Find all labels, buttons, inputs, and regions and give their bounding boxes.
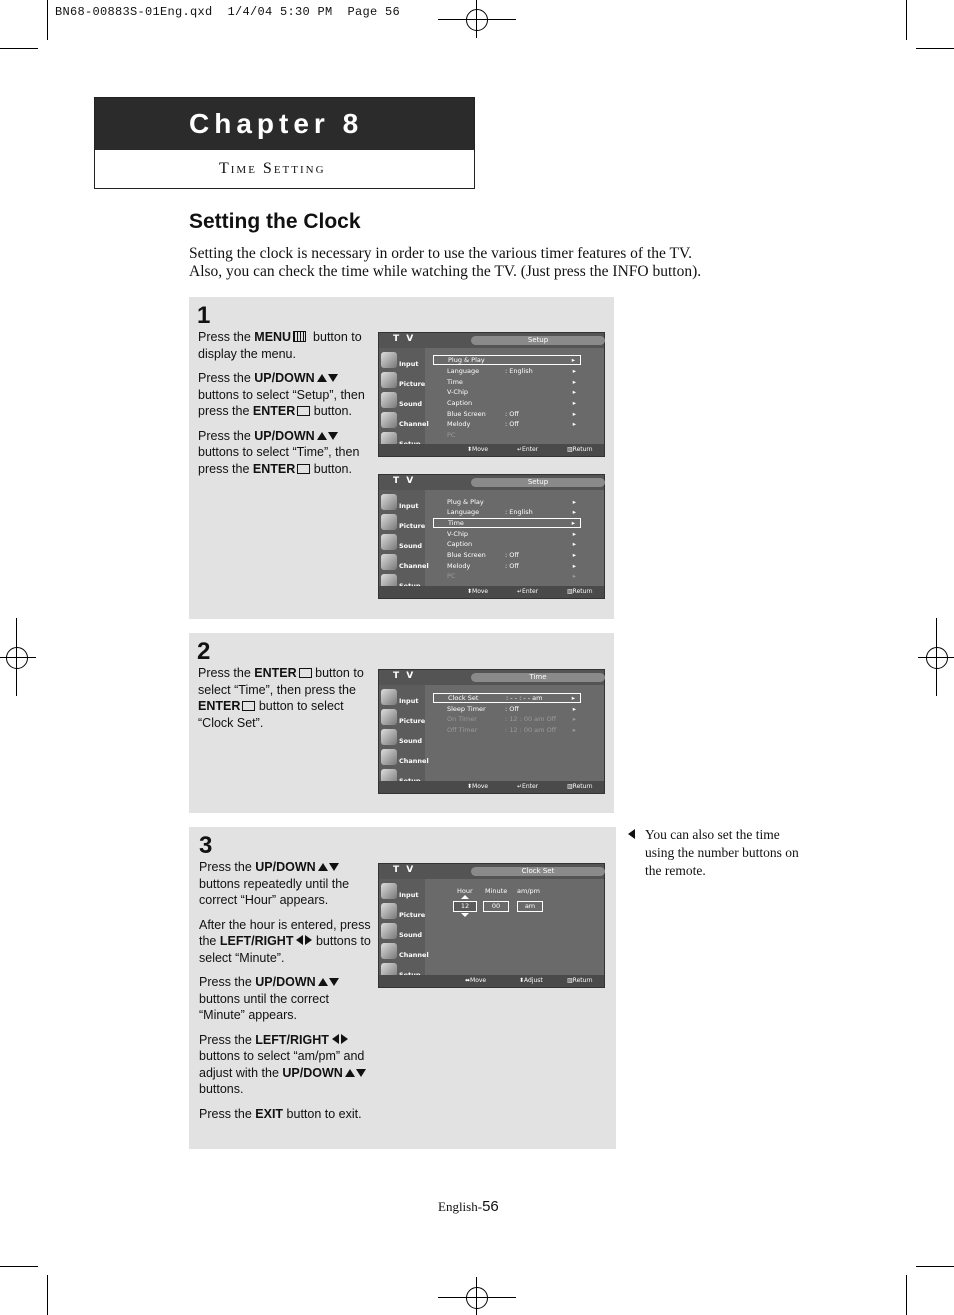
crop-mark	[906, 0, 907, 40]
osd-footer: ⬌ Move ⬍ Adjust ▥ Return	[379, 975, 604, 987]
registration-mark	[926, 647, 948, 669]
osd-tv-label: T V	[393, 476, 416, 486]
clock-header-hour: Hour	[457, 887, 473, 895]
registration-line	[16, 618, 17, 696]
input-icon	[381, 352, 397, 368]
osd-row: Clock Set : - - : - - am ▸	[433, 693, 581, 703]
channel-icon	[381, 412, 397, 428]
osd-row: Time ▸	[433, 518, 581, 528]
osd-tv-label: T V	[393, 865, 416, 875]
osd-title: Time	[471, 673, 605, 682]
sound-icon	[381, 392, 397, 408]
down-arrow-icon	[356, 1069, 366, 1077]
registration-line	[438, 1297, 516, 1298]
registration-line	[0, 657, 36, 658]
osd-footer: ⬍ Move ↵ Enter ▥ Return	[379, 586, 604, 598]
osd-row: Plug & Play ▸	[447, 498, 576, 506]
osd-title: Setup	[471, 336, 605, 345]
registration-line	[476, 0, 477, 38]
osd-row: Blue Screen : Off ▸	[447, 551, 576, 559]
osd-tv-label: T V	[393, 671, 416, 681]
chapter-title: Chapter 8	[95, 98, 474, 150]
crop-mark	[0, 1266, 38, 1267]
osd-row: PC	[447, 431, 456, 439]
up-arrow-icon	[317, 374, 327, 382]
enter-icon	[242, 701, 255, 711]
channel-icon	[381, 749, 397, 765]
clock-minute-box: 00	[483, 901, 509, 912]
up-arrow-icon	[461, 895, 469, 899]
clock-header-minute: Minute	[485, 887, 508, 895]
osd-side-channel: Channel	[379, 410, 425, 430]
down-arrow-icon	[328, 374, 338, 382]
page-number	[438, 1198, 499, 1215]
tv-osd-clock-set	[378, 863, 605, 988]
chapter-subtitle	[95, 150, 474, 188]
input-icon	[381, 494, 397, 510]
step-2-text: Press the ENTER button to select “Time”, then press the ENTER button to select “Clock Set”.	[198, 666, 364, 730]
osd-row: Sleep Timer : Off ▸	[447, 705, 576, 713]
osd-row: Blue Screen : Off ▸	[447, 410, 576, 418]
intro-line-2: Also, you can check the time while watching the TV. (Just press the INFO button).	[189, 263, 702, 280]
crop-mark	[906, 1275, 907, 1315]
page-lang: English-	[438, 1199, 483, 1214]
osd-row: Caption ▸	[447, 399, 576, 407]
section-title: Setting the Clock	[189, 210, 361, 233]
side-note: You can also set the time using the number buttons on the remote.	[645, 827, 799, 878]
osd-row: On Timer : 12 : 00 am Off ▸	[447, 715, 576, 723]
sound-icon	[381, 923, 397, 939]
sound-icon	[381, 534, 397, 550]
page-num: 56	[482, 1198, 499, 1215]
left-arrow-icon	[296, 935, 303, 945]
enter-icon	[297, 464, 310, 474]
right-arrow-icon	[341, 1034, 348, 1044]
down-arrow-icon	[461, 913, 469, 917]
osd-sidebar: Input Picture Sound Channel	[379, 879, 425, 975]
clock-ampm-box: am	[517, 901, 543, 912]
osd-row: Language : English ▸	[447, 508, 576, 516]
clock-hour-box: 12	[453, 901, 477, 912]
step-2-number: 2	[197, 638, 211, 665]
up-arrow-icon	[317, 432, 327, 440]
step-1-number: 1	[197, 302, 211, 329]
registration-line	[438, 19, 516, 20]
sound-icon	[381, 729, 397, 745]
osd-row: Caption ▸	[447, 540, 576, 548]
up-arrow-icon	[345, 1069, 355, 1077]
osd-row: Time ▸	[447, 378, 576, 386]
enter-icon	[297, 406, 310, 416]
osd-row: Language : English ▸	[447, 367, 576, 375]
registration-line	[476, 1277, 477, 1315]
crop-mark	[916, 1266, 954, 1267]
down-arrow-icon	[328, 432, 338, 440]
input-icon	[381, 883, 397, 899]
registration-line	[936, 618, 937, 696]
up-arrow-icon	[318, 978, 328, 986]
step-3-text: Press the UP/DOWN buttons repeatedly until the correct “Hour” appears. After the hour is entered, press the LEFT/RIGHT buttons to select “Minute”. Press the UP/DOWN buttons until the correct “Minute” appears. Press the LEFT/RIGHT buttons to select “am/pm” and adjust with the UP/DOWN buttons. Press the EXIT button to exit.	[199, 860, 371, 1121]
crop-mark	[47, 1275, 48, 1315]
osd-side-sound: Sound	[379, 390, 425, 410]
chapter-header	[94, 97, 475, 189]
osd-row: Plug & Play ▸	[433, 355, 581, 365]
crop-mark	[0, 48, 38, 49]
picture-icon	[381, 903, 397, 919]
osd-footer: ⬍ Move ↵ Enter ▥ Return	[379, 444, 604, 456]
osd-side-picture: Picture	[379, 370, 425, 390]
up-arrow-icon	[318, 863, 328, 871]
down-arrow-icon	[329, 863, 339, 871]
section-intro	[189, 245, 789, 281]
osd-row: Melody : Off ▸	[447, 420, 576, 428]
osd-row: V-Chip ▸	[447, 530, 576, 538]
print-slug: BN68-00883S-01Eng.qxd 1/4/04 5:30 PM Page 56	[55, 5, 401, 19]
note-arrow-icon	[628, 829, 635, 839]
step-3-number: 3	[199, 832, 213, 859]
tv-osd-time	[378, 669, 605, 794]
tv-osd-setup-1	[378, 332, 605, 457]
osd-title: Setup	[471, 478, 605, 487]
down-arrow-icon	[329, 978, 339, 986]
osd-sidebar: Input Picture Sound Channel	[379, 490, 425, 586]
osd-tv-label: T V	[393, 334, 416, 344]
picture-icon	[381, 709, 397, 725]
channel-icon	[381, 943, 397, 959]
chapter-subtitle-text: Time Setting	[219, 160, 326, 177]
intro-line-1: Setting the clock is necessary in order to use the various timer features of the TV.	[189, 245, 693, 262]
osd-sidebar: Input Picture Sound Channel	[379, 685, 425, 781]
picture-icon	[381, 372, 397, 388]
osd-footer: ⬍ Move ↵ Enter ▥ Return	[379, 781, 604, 793]
input-icon	[381, 689, 397, 705]
left-arrow-icon	[332, 1034, 339, 1044]
channel-icon	[381, 554, 397, 570]
osd-row: V-Chip ▸	[447, 388, 576, 396]
tv-osd-setup-2	[378, 474, 605, 599]
picture-icon	[381, 514, 397, 530]
registration-mark	[466, 1287, 488, 1309]
osd-row: PC ▸	[447, 572, 576, 580]
clock-header-ampm: am/pm	[517, 887, 540, 895]
osd-sidebar	[379, 348, 429, 444]
right-arrow-icon	[305, 935, 312, 945]
osd-title: Clock Set	[471, 867, 605, 876]
crop-mark	[47, 0, 48, 40]
enter-icon	[299, 668, 312, 678]
osd-row: Melody : Off ▸	[447, 562, 576, 570]
osd-row: Off Timer : 12 : 00 am Off ▸	[447, 726, 576, 734]
osd-side-input: Input	[379, 350, 425, 370]
step-1-text: Press the MENU button to display the menu. Press the UP/DOWN buttons to select “Setup”, then press the ENTER button. Press the UP/DOWN buttons to select “Time”, then press the ENTER button.	[198, 330, 365, 476]
menu-icon	[293, 331, 306, 342]
registration-mark	[6, 647, 28, 669]
registration-mark	[466, 9, 488, 31]
crop-mark	[916, 48, 954, 49]
